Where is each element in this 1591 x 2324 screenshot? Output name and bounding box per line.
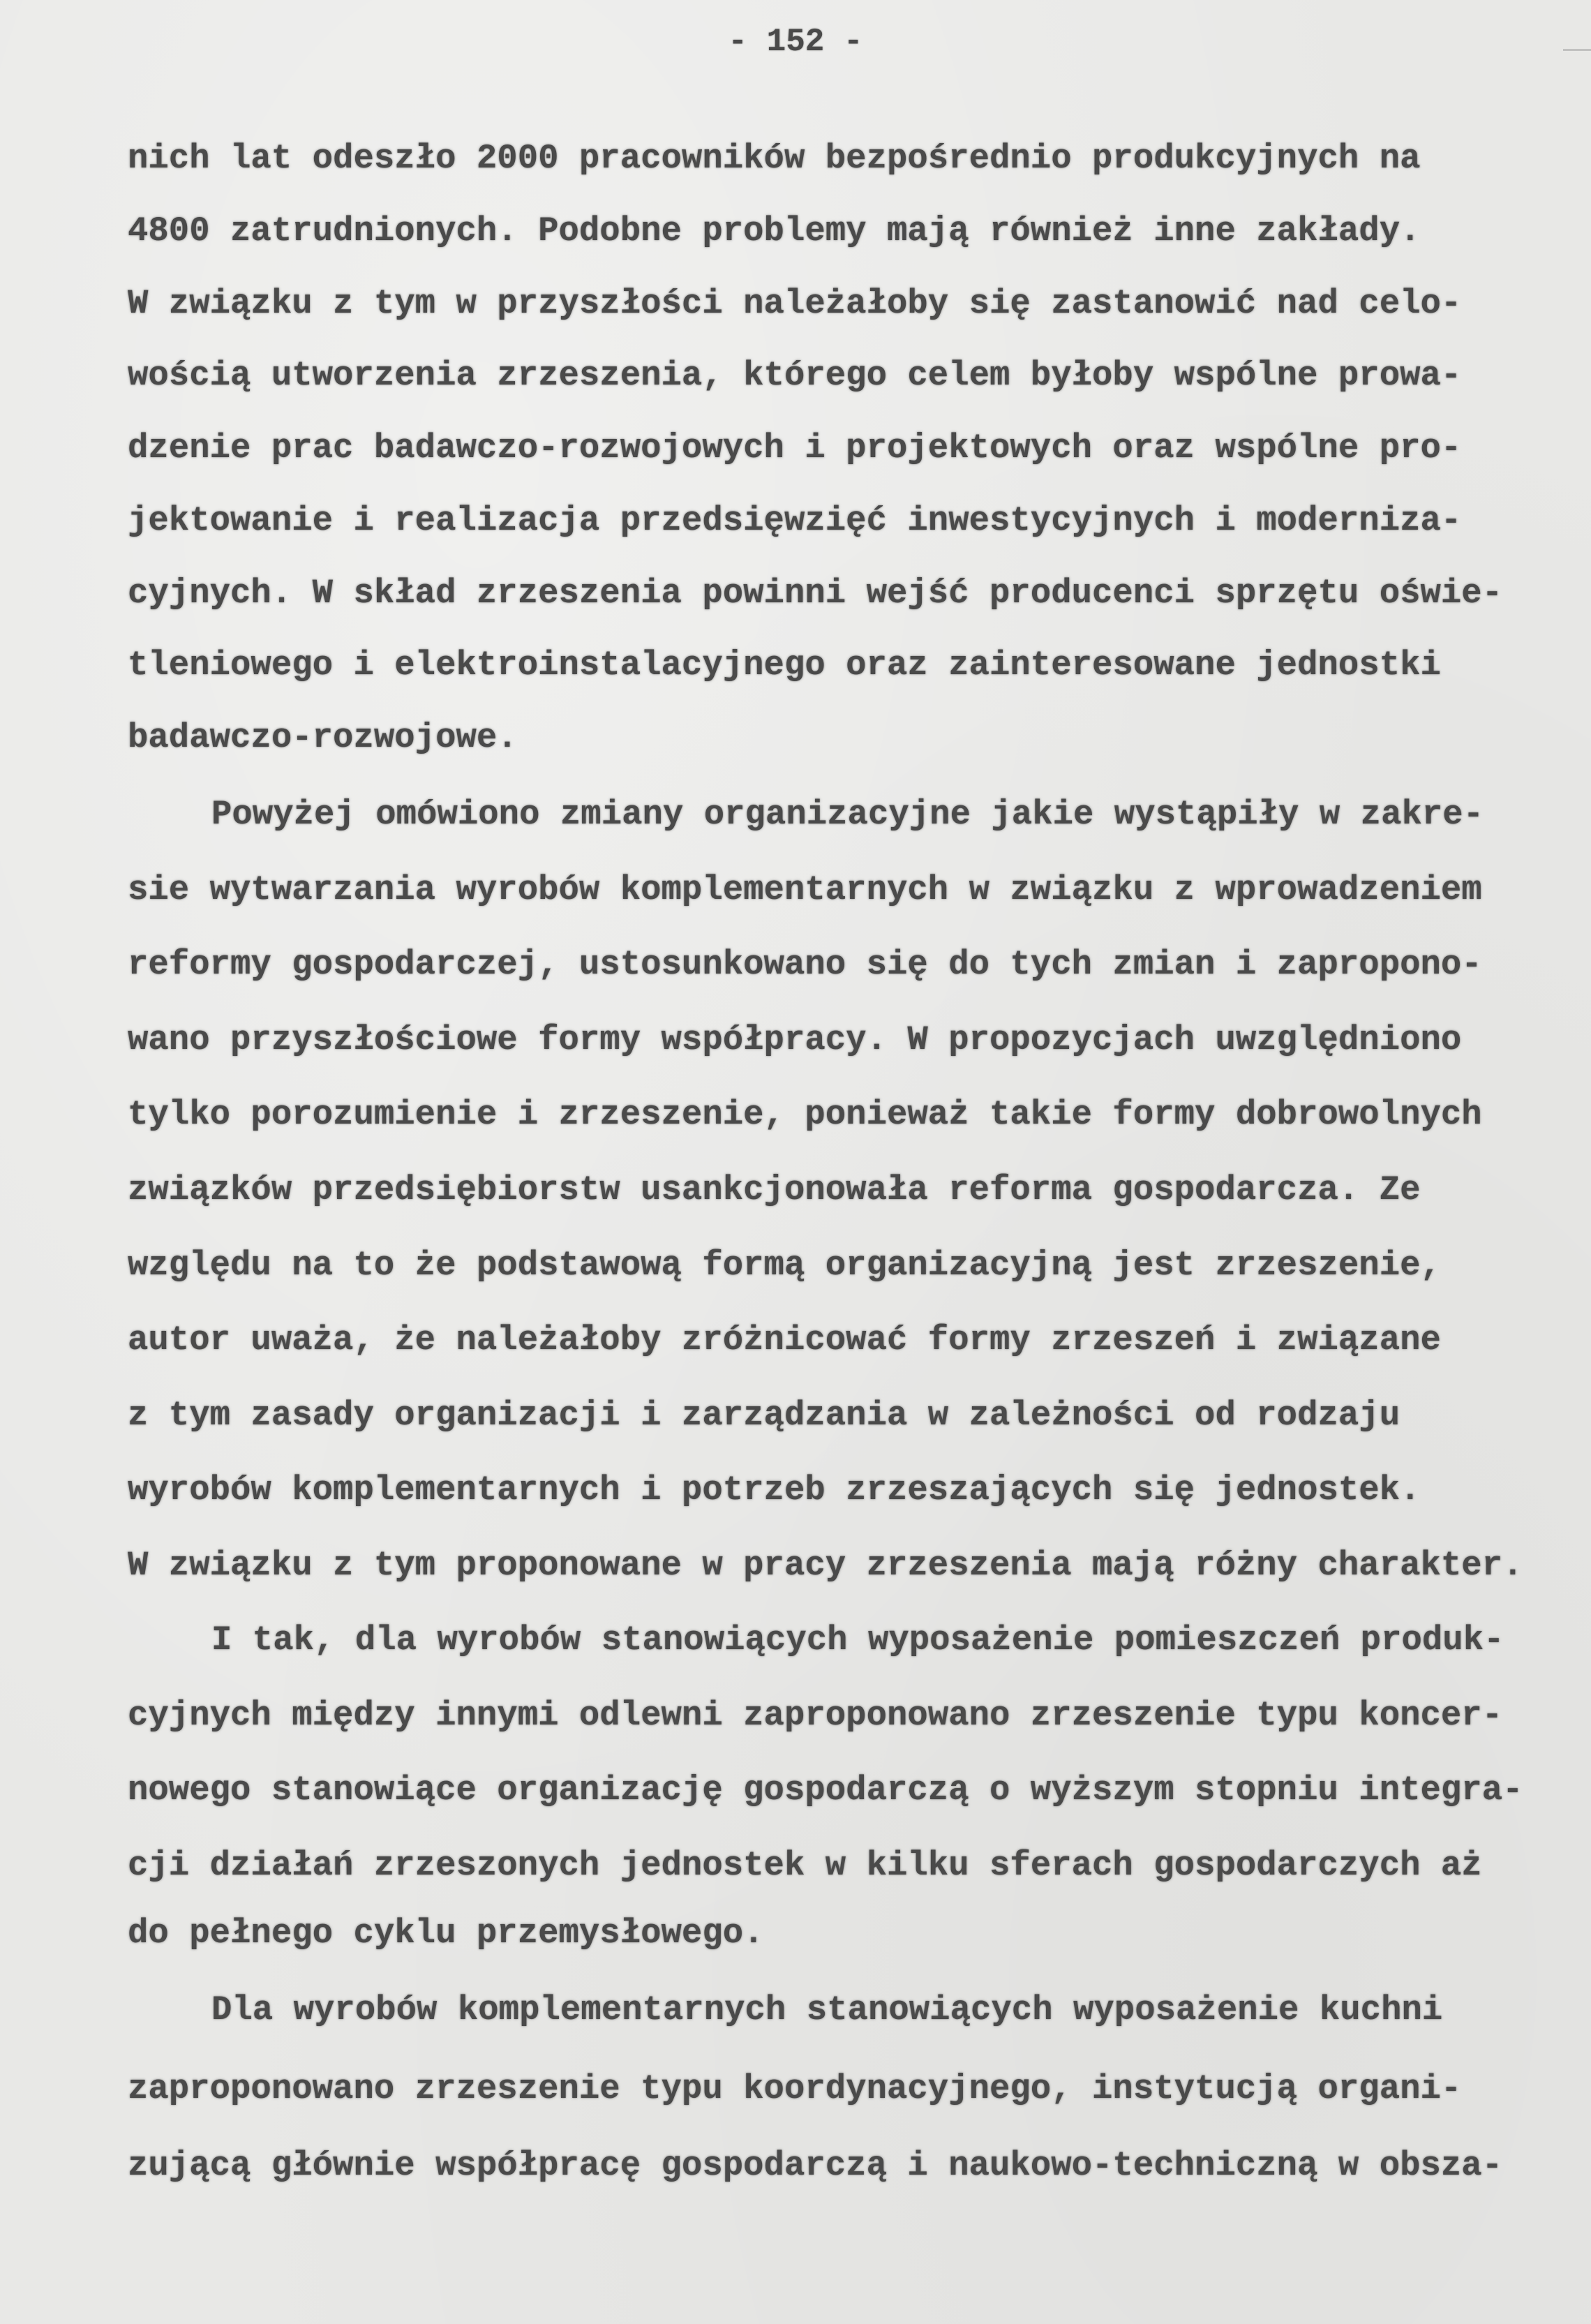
text-line: z tym zasady organizacji i zarządzania w zależności od rodzaju bbox=[128, 1396, 1400, 1435]
text-line: do pełnego cyklu przemysłowego. bbox=[128, 1914, 764, 1953]
text-line: nowego stanowiące organizację gospodarczą o wyższym stopniu integra- bbox=[128, 1771, 1523, 1810]
text-line: 4800 zatrudnionych. Podobne problemy mają również inne zakłady. bbox=[128, 211, 1421, 251]
text-line: I tak, dla wyrobów stanowiących wyposażenie pomieszczeń produk- bbox=[211, 1621, 1504, 1660]
text-line: cji działań zrzeszonych jednostek w kilku sferach gospodarczych aż bbox=[128, 1846, 1482, 1885]
text-line: badawczo-rozwojowe. bbox=[128, 718, 518, 757]
paper-edge-mark bbox=[1563, 49, 1591, 51]
text-line: W związku z tym w przyszłości należałoby się zastanowić nad celo- bbox=[128, 284, 1462, 323]
text-line: Dla wyrobów komplementarnych stanowiących wyposażenie kuchni bbox=[211, 1990, 1443, 2029]
text-line: cyjnych. W skład zrzeszenia powinni wejść producenci sprzętu oświe- bbox=[128, 574, 1503, 613]
text-line: W związku z tym proponowane w pracy zrzeszenia mają różny charakter. bbox=[128, 1546, 1523, 1585]
text-line: względu na to że podstawową formą organizacyjną jest zrzeszenie, bbox=[128, 1246, 1441, 1285]
text-line: tylko porozumienie i zrzeszenie, ponieważ takie formy dobrowolnych bbox=[128, 1095, 1482, 1134]
text-line: tleniowego i elektroinstalacyjnego oraz zainteresowane jednostki bbox=[128, 646, 1441, 685]
text-line: nich lat odeszło 2000 pracowników bezpośrednio produkcyjnych na bbox=[128, 139, 1421, 178]
text-line: cyjnych między innymi odlewni zaproponowano zrzeszenie typu koncer- bbox=[128, 1696, 1503, 1735]
text-line: związków przedsiębiorstw usankcjonowała reforma gospodarcza. Ze bbox=[128, 1170, 1421, 1209]
text-line: sie wytwarzania wyrobów komplementarnych w związku z wprowadzeniem bbox=[128, 870, 1482, 909]
text-line: dzenie prac badawczo-rozwojowych i projektowych oraz wspólne pro- bbox=[128, 429, 1462, 468]
page-number: - 152 - bbox=[728, 24, 863, 60]
text-line: zaproponowano zrzeszenie typu koordynacyjnego, instytucją organi- bbox=[128, 2069, 1462, 2108]
text-line: Powyżej omówiono zmiany organizacyjne jakie wystąpiły w zakre- bbox=[211, 795, 1484, 834]
text-line: wano przyszłościowe formy współpracy. W propozycjach uwzględniono bbox=[128, 1020, 1462, 1059]
text-line: reformy gospodarczej, ustosunkowano się do tych zmian i zapropono- bbox=[128, 945, 1482, 984]
text-line: wością utworzenia zrzeszenia, którego celem byłoby wspólne prowa- bbox=[128, 356, 1462, 395]
text-line: autor uważa, że należałoby zróżnicować formy zrzeszeń i związane bbox=[128, 1320, 1441, 1360]
text-line: zującą głównie współpracę gospodarczą i naukowo-techniczną w obsza- bbox=[128, 2146, 1503, 2185]
text-line: jektowanie i realizacja przedsięwzięć inwestycyjnych i moderniza- bbox=[128, 501, 1462, 540]
text-line: wyrobów komplementarnych i potrzeb zrzeszających się jednostek. bbox=[128, 1470, 1421, 1510]
